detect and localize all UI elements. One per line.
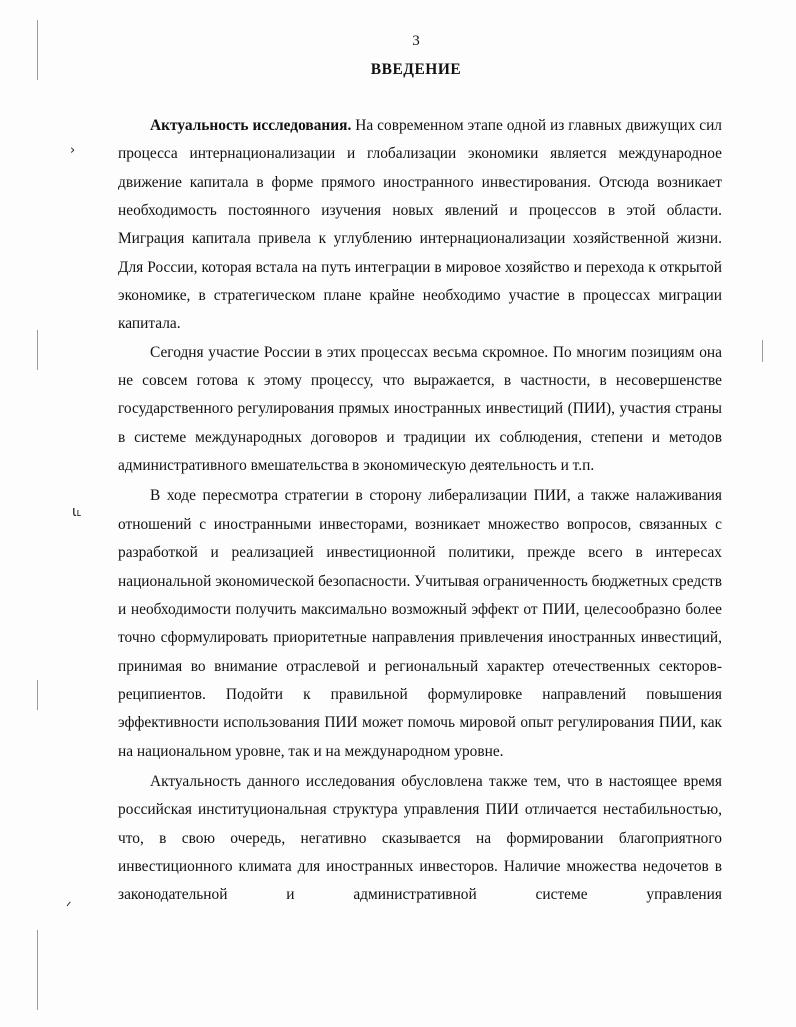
- margin-mark: ᐟ: [66, 900, 72, 915]
- scan-edge-line: [37, 680, 38, 710]
- page-number: 3: [412, 33, 420, 49]
- page-title: ВВЕДЕНИЕ: [370, 61, 462, 78]
- paragraph: В ходе пересмотра стратегии в сторону либерализации ПИИ, а также налаживания отношений с иностранными инвесторами, возникает множество вопросов, связанных с разработкой и реализацией инвестиционной политики, прежде всего в интересах национальной экономической безопасности. Учитывая ограниченность бюджетных средств и необходимости получить максимально возможный эффект от ПИИ, целесообразно более точно сформулировать приоритетные направления привлечения иностранных инвестиций, принимая во внимание отраслевой и региональный характер отечественных секторов-реципиентов. Подойти к правильной формулировке направлений повышения эффективности использования ПИИ может помочь мировой опыт регулирования ПИИ, как на национальном уровне, так и на международном уровне.: [118, 487, 722, 760]
- paragraph-text: На современном этапе одной из главных движущих сил процесса интернационализации и глобализации экономики является международное движение капитала в форме прямого иностранного инвестирования. Отсюда возникает необходимость постоянного изучения новых явлений и процессов в этой области. Миграция капитала привела к углублению интернационализации хозяйственной жизни. Для России, которая встала на путь интеграции в мировое хозяйство и перехода к открытой экономике, в стратегическом плане крайне необходимо участие в процессах миграции капитала.: [118, 117, 722, 333]
- paragraph: Сегодня участие России в этих процессах весьма скромное. По многим позициям она не совсем готова к этому процессу, что выражается, в частности, в несовершенстве государственного регулирования прямых иностранных инвестиций (ПИИ), участия страны в системе международных договоров и традиции их соблюдения, степени и методов административного вмешательства в экономическую деятельность и т.п.: [118, 343, 722, 475]
- paragraph: Актуальность данного исследования обусловлена также тем, что в настоящее время российская институциональная структура управления ПИИ отличается нестабильностью, что, в свою очередь, негативно сказывается на формировании благоприятного инвестиционного климата для иностранных инвесторов. Наличие множества недочетов в законодательной и административной системе управления: [118, 772, 722, 904]
- paragraph-lead: Актуальность исследования.: [150, 117, 352, 134]
- scan-edge-line: [37, 930, 38, 1010]
- margin-mark: ›: [70, 143, 76, 158]
- margin-mark: ɩ˪: [72, 504, 82, 520]
- scan-edge-line: [37, 330, 38, 370]
- paragraph: [118, 112, 722, 339]
- scan-edge-line: [762, 340, 763, 362]
- document-body: [118, 112, 722, 910]
